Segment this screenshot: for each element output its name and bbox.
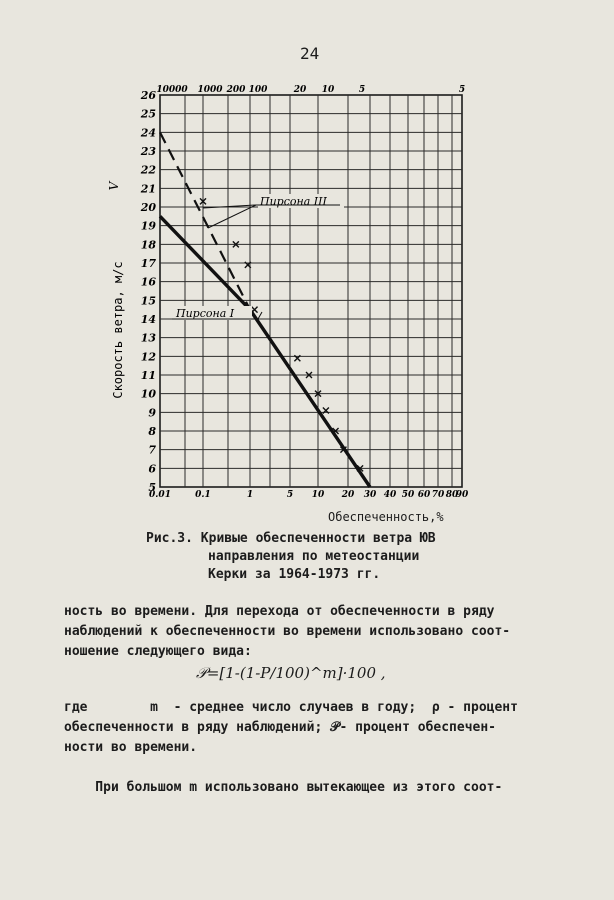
x-tick-label: 20 — [341, 490, 355, 500]
legend-label-pearson-1: Пирсона I — [176, 307, 235, 320]
top-tick-label: 10000 — [156, 85, 188, 95]
paragraph-line: наблюдений к обеспеченности во времени использовано соот- — [64, 624, 511, 639]
y-axis-label: Скорость ветра, м/с — [111, 261, 125, 399]
y-tick-label: 23 — [140, 145, 156, 158]
top-tick-label: 1000 — [197, 85, 223, 95]
formula: 𝒫=[1-(1-P/100)^m]·100 , — [196, 664, 386, 682]
observation-point — [252, 307, 258, 313]
x-axis-label: Обеспеченность,% — [328, 510, 444, 524]
paragraph-line: При большом m использовано вытекающее из этого соот- — [64, 780, 503, 795]
legend-leader — [208, 205, 256, 228]
x-tick-label: 50 — [401, 490, 415, 500]
y-tick-label: 26 — [140, 89, 156, 102]
y-tick-label: 25 — [140, 107, 156, 121]
plot-frame — [160, 95, 462, 487]
x-tick-label: 30 — [363, 490, 377, 500]
top-tick-label: 5 — [358, 85, 366, 95]
paragraph-line: ность во времени. Для перехода от обеспеченности в ряду — [64, 604, 495, 619]
x-tick-label: 0.1 — [195, 490, 211, 500]
y-tick-label: 13 — [140, 331, 156, 345]
figure-caption — [146, 530, 436, 584]
x-tick-label: 40 — [383, 490, 397, 500]
caption-line-1: Рис.3. Кривые обеспеченности ветра ЮВ — [146, 531, 436, 546]
y-tick-label: 20 — [140, 201, 156, 214]
y-tick-label: 5 — [148, 481, 156, 494]
y-tick-label: 8 — [148, 425, 156, 438]
top-tick-label: 20 — [293, 85, 307, 95]
y-tick-label: 21 — [140, 182, 156, 196]
page-number: 24 — [300, 44, 320, 63]
y-tick-label: 15 — [140, 294, 156, 308]
y-axis-unit-mark: V — [107, 181, 121, 191]
y-axis-ticks — [140, 89, 157, 494]
paragraph-line: ности во времени. — [64, 740, 198, 755]
paragraph-line: где m - среднее число случаев в году; ρ - процент — [64, 700, 518, 715]
y-tick-label: 14 — [140, 313, 156, 326]
y-tick-label: 6 — [148, 462, 156, 476]
x-tick-label: 1 — [246, 490, 254, 500]
x-axis-ticks — [149, 490, 469, 500]
y-tick-label: 18 — [140, 238, 156, 252]
y-tick-label: 7 — [148, 443, 156, 457]
x-tick-label: 90 — [455, 490, 469, 500]
y-tick-label: 9 — [148, 406, 156, 420]
observation-points — [200, 198, 363, 471]
legend-leader — [258, 312, 262, 319]
top-tick-label: 100 — [248, 85, 268, 95]
paragraph-line: ношение следующего вида: — [64, 644, 252, 659]
y-tick-label: 24 — [140, 126, 156, 140]
x-tick-label: 80 — [445, 490, 459, 500]
y-tick-label: 19 — [140, 219, 156, 233]
x-tick-label: 10 — [311, 490, 325, 500]
x-tick-label: 5 — [286, 490, 294, 500]
x-tick-label: 70 — [431, 490, 445, 500]
top-tick-label: 10 — [321, 85, 335, 95]
y-tick-label: 11 — [140, 369, 156, 382]
legend-label-pearson-3: Пирсона III — [260, 195, 327, 208]
caption-line-3: Керки за 1964-1973 гг. — [208, 567, 381, 582]
x-tick-label: 60 — [417, 490, 431, 500]
series-line — [160, 216, 370, 487]
y-tick-label: 17 — [140, 257, 156, 270]
paragraph-line: обеспеченности в ряду наблюдений; 𝒫- процент обеспечен- — [64, 720, 497, 735]
y-tick-label: 16 — [140, 275, 156, 289]
top-tick-label: 200 — [226, 85, 246, 95]
x-tick-label: 0.01 — [149, 490, 171, 500]
y-tick-label: 10 — [140, 387, 156, 401]
top-tick-label: 5 — [458, 85, 466, 95]
caption-line-2: направления по метеостанции — [208, 549, 420, 564]
y-tick-label: 22 — [140, 163, 156, 177]
y-tick-label: 12 — [140, 350, 156, 364]
chart-grid — [160, 95, 462, 487]
top-axis-ticks — [156, 85, 465, 95]
